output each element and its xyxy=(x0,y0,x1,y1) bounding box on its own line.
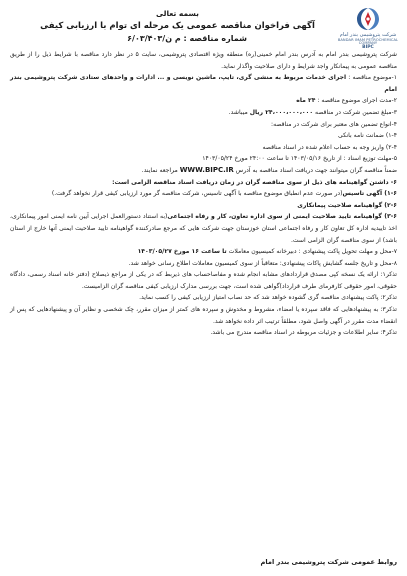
intro-paragraph: شرکت پتروشیمی بندر امام به آدرس بندر امام خمینی(ره) منطقه ویژه اقتصادی پتروشیمی، سایت ۵ در نظر دارد مناقصه با شرایط ذیل را از طریق مناقصه عمومی به پیمانکار واجد شرایط و دارای صلاحیت واگذار نماید. xyxy=(10,51,397,70)
logo-name-en: BANDAR IMAM PETROCHEMICAL COMPANY xyxy=(337,37,399,46)
item-4-2: ۲-۴) واریز وجه به حساب اعلام شده در اسناد مناقصه xyxy=(262,143,397,151)
item-6-3-label: ۳-۶) گواهینامه تایید صلاحیت ایمنی از سوی اداره تعاون، کار و رفاه اجتماعی xyxy=(167,213,397,221)
bismillah: بسمه تعالی xyxy=(156,9,199,18)
note-4: تذکر۴: سایر اطلاعات و جزئیات مربوطه در اسناد مناقصه مندرج می باشد. xyxy=(210,329,397,337)
note-2: تذکر۲: پاکت پیشنهادی مناقصه گری گشوده خواهد شد که حد نصاب امتیاز ارزیابی کیفی را کسب نماید. xyxy=(139,294,397,302)
item-3-label: ۳-مبلغ تضمین شرکت در مناقصه xyxy=(313,108,397,116)
item-3-tail: میباشد. xyxy=(228,108,250,116)
item-2-label: ۲-مدت اجرای موضوع مناقصه : xyxy=(315,97,397,105)
item-4: ۴-انواع تضمین های معتبر برای شرکت در مناقصه: xyxy=(271,120,397,128)
logo-name-fa: شرکت پتروشیمی بندر امام xyxy=(339,32,397,38)
note-1: تذکر۱: ارائه یک نسخه کپی مصدق قراردادهای مشابه انجام شده و مفاصاحساب های ذیربط که در یکی از مراجع ذیصلاح (دفتر خانه اسناد رسمی، دادگاه حقوقی، امور حقوقی کارفرمای طرف قرارداد)گواهی شده است، جهت بررسی مدارک ارزیابی کیفی مناقصه گران الزامیست. xyxy=(10,271,397,290)
item-1-value: اجرای خدمات مربوط به منشی گری، تایپ، ماشین نویسی و ... ادارات و واحدهای ستادی شرکت پتروشیمی بندر امام xyxy=(10,74,397,93)
notice-title: آگهی فراخوان مناقصه عمومی یک مرحله ای توام با ارزیابی کیفی xyxy=(40,21,315,31)
item-7 xyxy=(10,246,397,258)
item-6-3 xyxy=(10,211,397,246)
item-6-1 xyxy=(10,188,397,200)
company-logo xyxy=(337,6,399,51)
note-3: تذکر۳: به پیشنهادهایی که فاقد سپرده یا امضاء، مشروط و مخدوش و سپرده های کمتر از میزان مقرر، چک شخصی و نظایر آن و پیشنهادهایی که پس از انقضاء مدت مقرر در آگهی واصل شود، مطلقاً ترتیب اثر داده نخواهد شد. xyxy=(10,306,397,325)
item-4-1: ۱-۴) ضمانت نامه بانکی xyxy=(338,132,397,140)
item-1 xyxy=(10,72,397,95)
item-8: ۸-محل و تاریخ جلسه گشایش پاکات پیشنهادی: متعاقباً از سوی کمیسیون معاملات اطلاع رسانی خواهد شد. xyxy=(128,259,397,267)
item-6-3-value: (به استناد دستورالعمل اجرایی آیین نامه ایمنی امور پیمانکاری، اخذ تاییدیه اداره کل تعاون کار و رفاه اجتماعی استان خوزستان جهت شرکت هایی که مرجع صادرکننده گواهینامه تایید صلاحیت ایمنی آنها خارج از استان باشد) از سوی مناقصه گران الزامی است. xyxy=(10,213,397,244)
website-line xyxy=(10,165,397,177)
item-6-2: ۲-۶) گواهینامه صلاحیت پیمانکاری xyxy=(297,201,397,209)
website-link[interactable]: WWW.BIPC.IR xyxy=(179,165,234,174)
item-2-value: ۲۴ ماه xyxy=(296,97,316,105)
item-6: ۶- داشتن گواهینامه های ذیل از سوی مناقصه گران در زمان دریافت اسناد مناقصه الزامی است: xyxy=(112,178,397,186)
item-2 xyxy=(10,95,397,107)
petrochemical-logo-icon xyxy=(351,6,385,32)
tender-number: شماره مناقصه : م ن/۶/۰۳/۴۰۳ xyxy=(127,34,247,43)
item-7-pre: ۷-محل و مهلت تحویل پاکت پیشنهادی : دبیرخانه کمیسیون معاملات xyxy=(226,248,397,256)
item-3 xyxy=(10,107,397,119)
item-6-1-label: ۱-۶) آگهی تاسیس xyxy=(342,190,397,198)
item-3-value: ۲۴،۰۰۰،۰۰۰،۰۰۰ ریال xyxy=(249,108,314,116)
item-5: ۵-مهلت توزیع اسناد : از تاریخ ۱۴۰۳/۰۵/۱۶ تا ساعت ۲۴:۰۰ مورخ ۱۴۰۳/۰۵/۲۴ xyxy=(202,155,397,163)
footer-signature: روابط عمومی شرکت پتروشیمی بندر امام xyxy=(260,558,397,566)
logo-abbr: BIPC xyxy=(362,45,374,51)
notice-body xyxy=(10,49,397,339)
item-7-deadline: تا ساعت ۱۶ مورخ ۱۴۰۳/۰۵/۲۷ xyxy=(137,248,227,256)
item-6-1-value: (در صورت عدم انطباق موضوع مناقصه با آگهی تاسیس، شرکت مناقصه گر مورد ارزیابی کیفی قرار نخواهد گرفت.) xyxy=(51,190,343,198)
website-post: مراجعه نمایند. xyxy=(141,166,180,174)
website-pre: ضمناً مناقصه گران میتوانند جهت دریافت اسناد مناقصه به آدرس xyxy=(233,166,397,174)
item-1-label: ۱-موضوع مناقصه : xyxy=(346,74,397,82)
